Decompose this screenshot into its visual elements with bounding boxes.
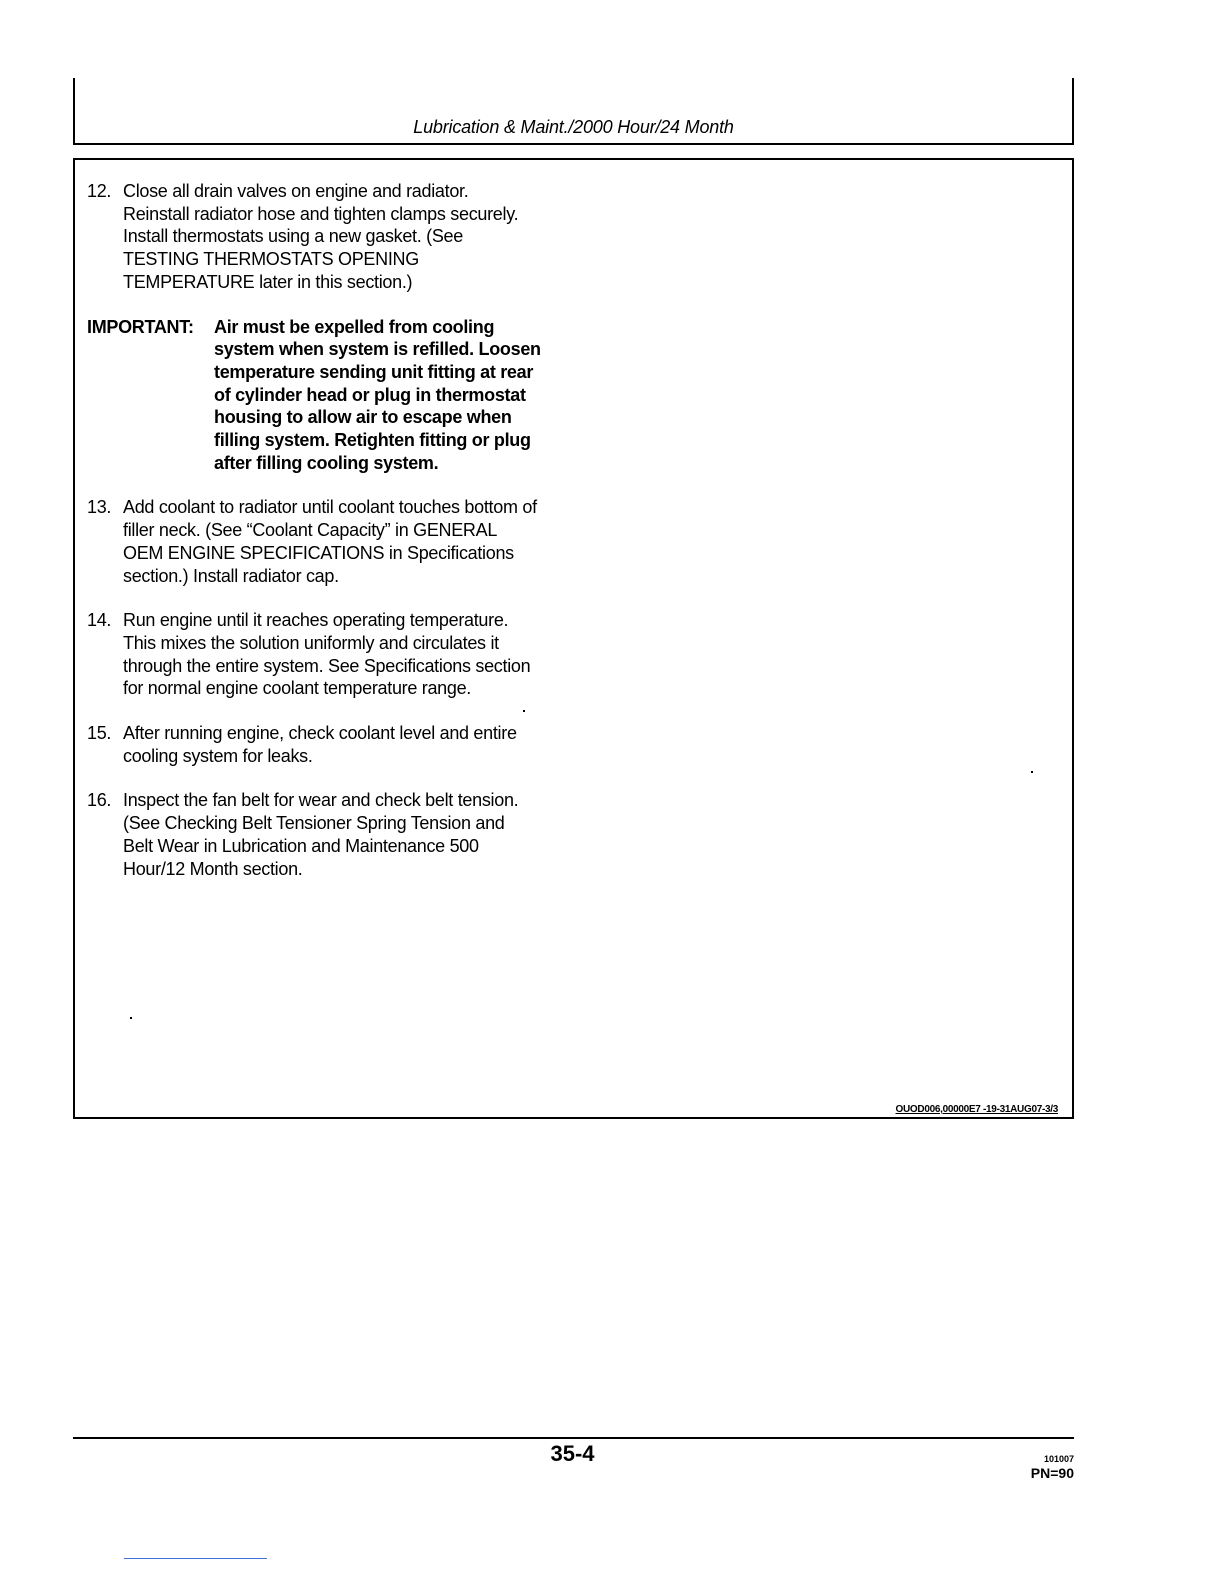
- important-notice: [87, 316, 607, 475]
- step-13: [87, 496, 607, 587]
- page-header: [73, 78, 1074, 145]
- step-number: 14.: [87, 610, 112, 631]
- step-16: [87, 789, 607, 880]
- speck-mark: [1031, 771, 1033, 773]
- step-15: [87, 722, 607, 767]
- step-number: 12.: [87, 181, 112, 201]
- step-text: Add coolant to radiator until coolant touches bottom of filler neck. (See “Coolant Capacity” in GENERAL OEM ENGINE SPECIFICATIONS in Specifications section.) Install radiator cap.: [123, 497, 537, 586]
- important-text: Air must be expelled from cooling system when system is refilled. Loosen temperature sending unit fitting at rear of cylinder head or plug in thermostat housing to allow air to escape when filling system. Retighten fitting or plug after filling cooling system.: [214, 316, 541, 473]
- step-number: 16.: [87, 790, 112, 811]
- document-code: OUOD006,00000E7 -19-31AUG07-3/3: [895, 1104, 1058, 1115]
- footer-code: 101007: [1043, 1454, 1074, 1464]
- step-14: [87, 609, 607, 700]
- footer-pn: PN=90: [1030, 1465, 1074, 1481]
- speck-mark: [130, 1017, 132, 1019]
- important-label: IMPORTANT:: [87, 316, 194, 337]
- step-number: 15.: [87, 723, 112, 744]
- step-text: Close all drain valves on engine and radiator. Reinstall radiator hose and tighten clamps securely. Install thermostats using a new gasket. (See TESTING THERMOSTATS OPENING TEMPERATURE later in this section.): [123, 181, 519, 292]
- speck-mark: [523, 710, 525, 712]
- section-title: Lubrication & Maint./2000 Hour/24 Month: [413, 117, 734, 137]
- step-12: [87, 180, 607, 294]
- content-panel: [73, 158, 1074, 1119]
- step-text: Run engine until it reaches operating temperature. This mixes the solution uniformly and circulates it through the entire system. See Specifications section for normal engine coolant temperature range.: [123, 610, 531, 699]
- step-text: After running engine, check coolant level and entire cooling system for leaks.: [123, 723, 517, 766]
- step-text: Inspect the fan belt for wear and check belt tension. (See Checking Belt Tensioner Spring Tension and Belt Wear in Lubrication and Maintenance 500 Hour/12 Month section.: [123, 790, 519, 879]
- blue-underline: [124, 1558, 267, 1559]
- footer-divider: [73, 1437, 1074, 1439]
- step-number: 13.: [87, 497, 112, 518]
- page-number: 35-4: [550, 1441, 595, 1466]
- instructions-column: [87, 180, 607, 902]
